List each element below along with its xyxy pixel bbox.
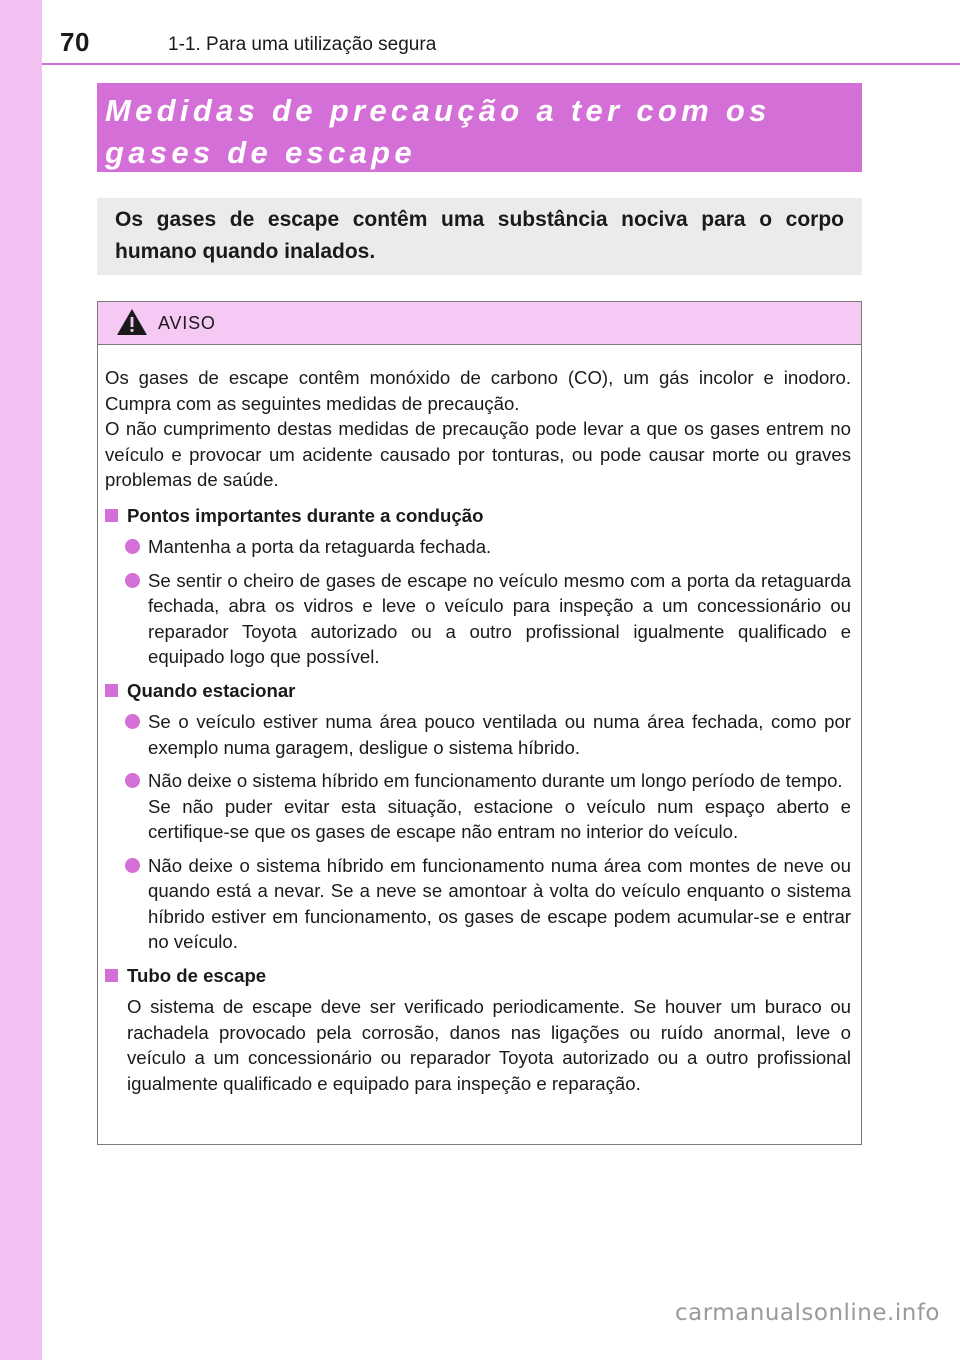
circle-bullet-icon [125,773,140,788]
list-item: Não deixe o sistema híbrido em funcionamento durante um longo período de tempo. Se não puder evitar esta situação, estacione o veículo num espaço aberto e certifique-se que os gases de escape não entram no interior do veículo. [105,768,851,845]
exhaust-pipe-text: O sistema de escape deve ser verificado periodicamente. Se houver um buraco ou rachadela provocado pela corrosão, danos nas ligações ou ruído anormal, leve o veículo a um concessionário ou reparador Toyota autorizado ou a outro profissional igualmente qualificado e equipado para inspeção e reparação. [127,996,851,1094]
subsection-heading-parking: Quando estacionar [105,678,851,704]
subsection-heading-driving: Pontos importantes durante a condução [105,503,851,529]
intro-text: Os gases de escape contêm uma substância nociva para o corpo humano quando inalados. [115,208,844,263]
warning-intro [105,365,851,493]
warning-header [98,302,861,345]
warning-intro-p1: Os gases de escape contêm monóxido de carbono (CO), um gás incolor e inodoro. Cumpra com as seguintes medidas de precaução. [105,367,851,414]
circle-bullet-icon [125,573,140,588]
intro-box [97,198,862,275]
list-item: Se sentir o cheiro de gases de escape no veículo mesmo com a porta da retaguarda fechada, abra os vidros e leve o veículo para inspeção a um concessionário ou reparador Toyota autorizado ou a outro profissional igualmente qualificado e equipado logo que possível. [105,568,851,670]
warning-intro-p2: O não cumprimento destas medidas de precaução pode levar a que os gases entrem no veículo e provocar um acidente causado por tonturas, ou pode causar morte ou graves problemas de saúde. [105,418,851,490]
circle-bullet-icon [125,714,140,729]
header-rule [42,63,960,65]
running-header: 1-1. Para uma utilização segura [168,34,437,55]
list-item: Mantenha a porta da retaguarda fechada. [105,534,851,560]
square-bullet-icon [105,509,118,522]
list-item: Não deixe o sistema híbrido em funcionamento numa área com montes de neve ou quando está a nevar. Se a neve se amontoar à volta do veículo enquanto o sistema híbrido estiver em funcionamento, os gases de escape podem acumular-se e entrar no veículo. [105,853,851,955]
section-title-bar [97,83,862,172]
list-item: Se o veículo estiver numa área pouco ventilada ou numa área fechada, como por exemplo numa garagem, desligue o sistema híbrido. [105,709,851,760]
warning-label: AVISO [158,313,216,333]
square-bullet-icon [105,969,118,982]
warning-box [97,301,862,1145]
page-number: 70 [60,27,90,57]
subsection-heading-exhaust-pipe: Tubo de escape [105,963,851,989]
warning-body [98,345,861,1096]
warning-triangle-icon [116,308,148,336]
circle-bullet-icon [125,539,140,554]
section-title: Medidas de precaução a ter com os gases de escape [105,93,771,170]
square-bullet-icon [105,684,118,697]
side-tab-strip [0,0,42,1360]
watermark: carmanualsonline.info [674,1300,940,1326]
circle-bullet-icon [125,858,140,873]
